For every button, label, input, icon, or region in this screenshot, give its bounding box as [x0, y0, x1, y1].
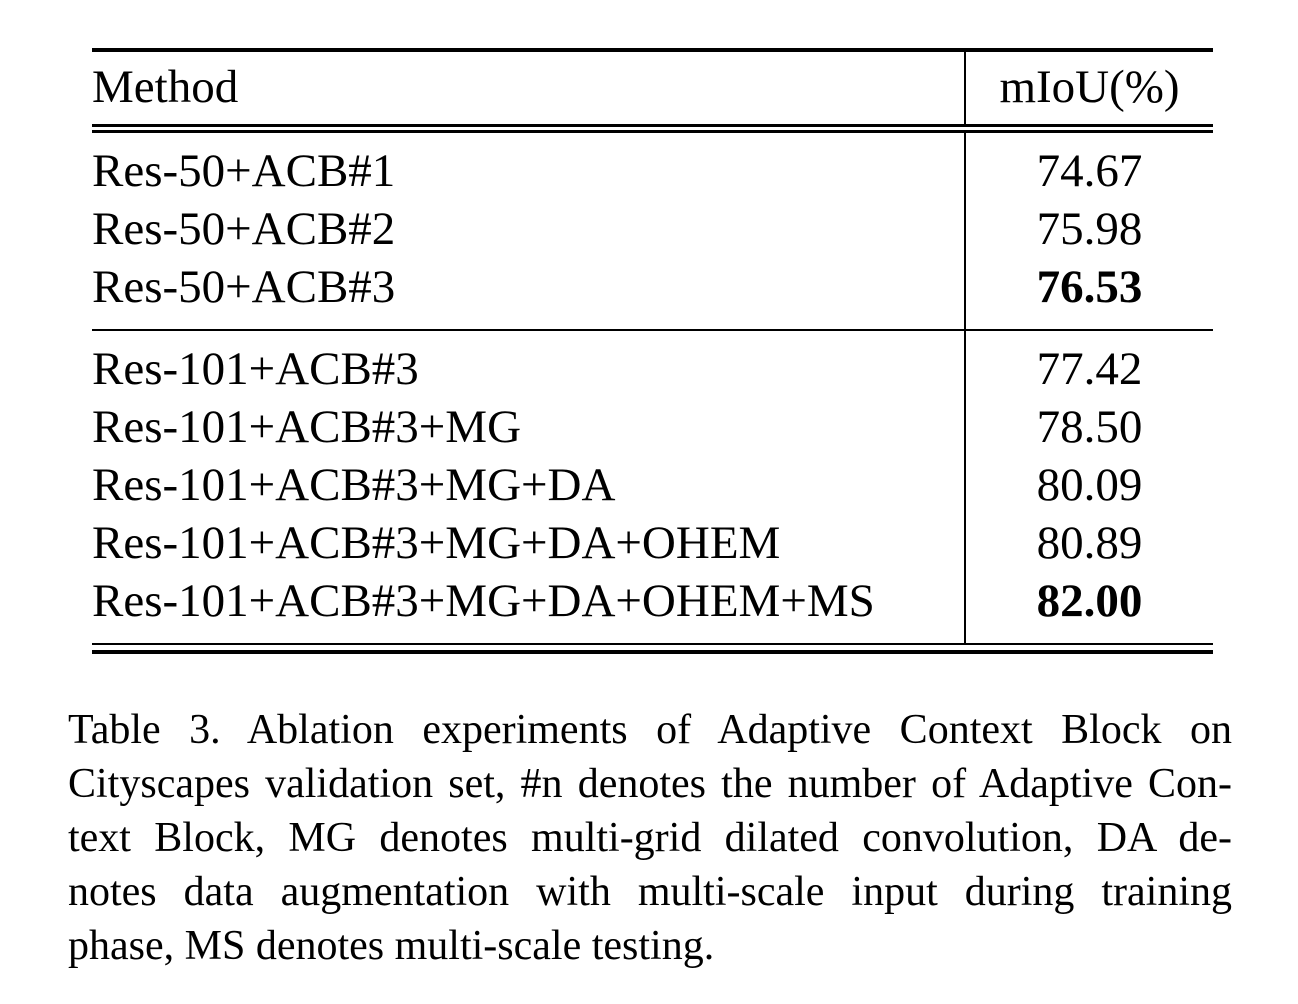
method-cell: Res-50+ACB#2 [92, 203, 396, 256]
miou-cell: 80.89 [965, 515, 1213, 573]
method-cell: Res-50+ACB#1 [92, 145, 396, 198]
header-row [92, 50, 1213, 129]
table-row [92, 259, 1213, 330]
ablation-table [92, 48, 1213, 654]
table-row [92, 399, 1213, 457]
miou-cell: 78.50 [965, 399, 1213, 457]
method-cell: Res-101+ACB#3+MG+DA+OHEM+MS [92, 575, 875, 628]
column-header-miou: mIoU(%) [965, 50, 1213, 129]
caption-line: notes data augmentation with multi-scale input during training [68, 869, 1232, 915]
miou-cell-best: 76.53 [965, 259, 1213, 330]
method-cell: Res-101+ACB#3+MG+DA+OHEM [92, 517, 781, 570]
table-header [92, 50, 1213, 129]
table-row [92, 457, 1213, 515]
miou-cell: 75.98 [965, 201, 1213, 259]
table-row [92, 201, 1213, 259]
caption-line: text Block, MG denotes multi-grid dilated convolution, DA de- [68, 815, 1232, 861]
results-table [92, 48, 1213, 645]
miou-cell: 80.09 [965, 457, 1213, 515]
caption-line: Table 3. Ablation experiments of Adaptive Context Block on [68, 707, 1232, 753]
caption-line: phase, MS denotes multi-scale testing. [68, 923, 715, 969]
column-header-method: Method [92, 50, 965, 129]
table-row [92, 330, 1213, 399]
table-row [92, 515, 1213, 573]
miou-cell: 74.67 [965, 129, 1213, 202]
caption-line: Cityscapes validation set, #n denotes the number of Adaptive Con- [68, 761, 1232, 807]
table-row [92, 573, 1213, 644]
method-cell: Res-50+ACB#3 [92, 259, 965, 330]
method-cell: Res-101+ACB#3+MG+DA [92, 459, 616, 512]
miou-cell-best: 82.00 [965, 573, 1213, 644]
method-cell: Res-101+ACB#3+MG [92, 401, 522, 454]
table-row [92, 129, 1213, 202]
table-body [92, 129, 1213, 645]
method-cell: Res-101+ACB#3 [92, 343, 419, 396]
table-caption [68, 703, 1232, 973]
miou-cell: 77.42 [965, 330, 1213, 399]
